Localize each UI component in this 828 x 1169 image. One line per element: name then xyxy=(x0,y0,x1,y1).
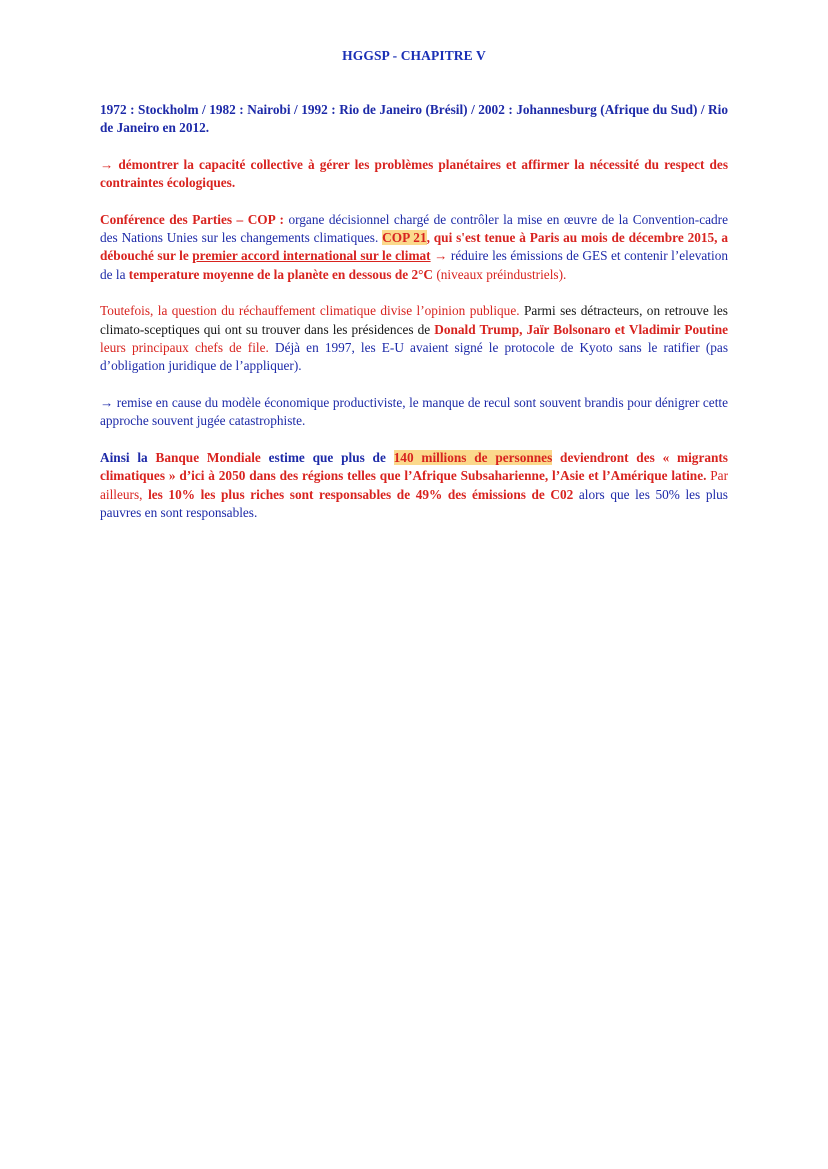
paragraph-cop xyxy=(100,211,728,285)
par-ailleurs-text: Par ailleurs, xyxy=(100,468,729,502)
page-title: HGGSP - CHAPITRE V xyxy=(342,48,486,63)
cop21-detail: , qui s'est tenue à Paris au mois de décembre 2015, a débouché sur le xyxy=(100,230,728,264)
paragraph-critique xyxy=(100,394,728,431)
cop21-highlight: COP 21 xyxy=(382,230,427,246)
banque-mondiale-text: Banque Mondiale xyxy=(155,449,261,465)
objective-text: → démontrer la capacité collective à gérer les problèmes planétaires et affirmer la nécessité du respect des contraintes écologiques. xyxy=(100,156,728,191)
paragraph-objective xyxy=(100,156,728,193)
skeptics-text: Parmi ses détracteurs, on retrouve les climato-sceptiques qui ont su trouver dans les présidences de xyxy=(100,303,728,337)
cop-definition: organe décisionnel chargé de contrôler la mise en œuvre de la Convention-cadre des Nations Unies sur les changements climatiques. xyxy=(100,211,728,246)
preindustrial-text: (niveaux préindustriels). xyxy=(433,266,567,282)
temperature-text: temperature moyenne de la planète en dessous de 2°C xyxy=(128,266,434,282)
critique-text: → remise en cause du modèle économique productiviste, le manque de recul sont souvent brandis pour dénigrer cette approche souvent jugée catastrophiste. xyxy=(100,394,728,429)
goal-text: réduire les émissions de GES et contenir l’elevation de la xyxy=(100,248,728,282)
arrow-text: → xyxy=(430,248,451,264)
first-agreement-text: premier accord international sur le climat xyxy=(192,248,431,264)
chefs-text: leurs principaux chefs de file. xyxy=(100,340,269,356)
migrants-count-highlight: 140 millions de personnes xyxy=(393,449,553,465)
poorest-text: alors que les 50% les plus pauvres en sont responsables. xyxy=(100,486,728,520)
division-text: Toutefois, la question du réchauffement climatique divise l’opinion publique. xyxy=(100,303,520,319)
leaders-text: Donald Trump, Jaïr Bolsonaro et Vladimir Poutine xyxy=(434,321,728,337)
paragraph-dates xyxy=(100,101,728,138)
paragraph-migrants xyxy=(100,449,728,523)
kyoto-text: Déjà en 1997, les E-U avaient signé le protocole de Kyoto sans le ratifier (pas d’obligation juridique de l’appliquer). xyxy=(100,340,728,374)
ainsi-text: Ainsi la xyxy=(100,449,156,465)
paragraph-skeptics xyxy=(100,302,728,376)
cop-term: Conférence des Parties – COP : xyxy=(100,211,284,227)
dates-text: 1972 : Stockholm / 1982 : Nairobi / 1992 : Rio de Janeiro (Brésil) / 2002 : Johannesburg (Afrique du Sud) / Rio de Janeiro en 2012. xyxy=(100,102,728,136)
estime-text: estime que plus de xyxy=(260,449,394,465)
migrants-text: deviendront des « migrants climatiques » d’ici à 2050 dans des régions telles que l’Afrique Subsaharienne, l’Asie et l’Amérique latine. xyxy=(100,449,728,484)
richest-text: les 10% les plus riches sont responsables de 49% des émissions de C02 xyxy=(148,486,574,502)
